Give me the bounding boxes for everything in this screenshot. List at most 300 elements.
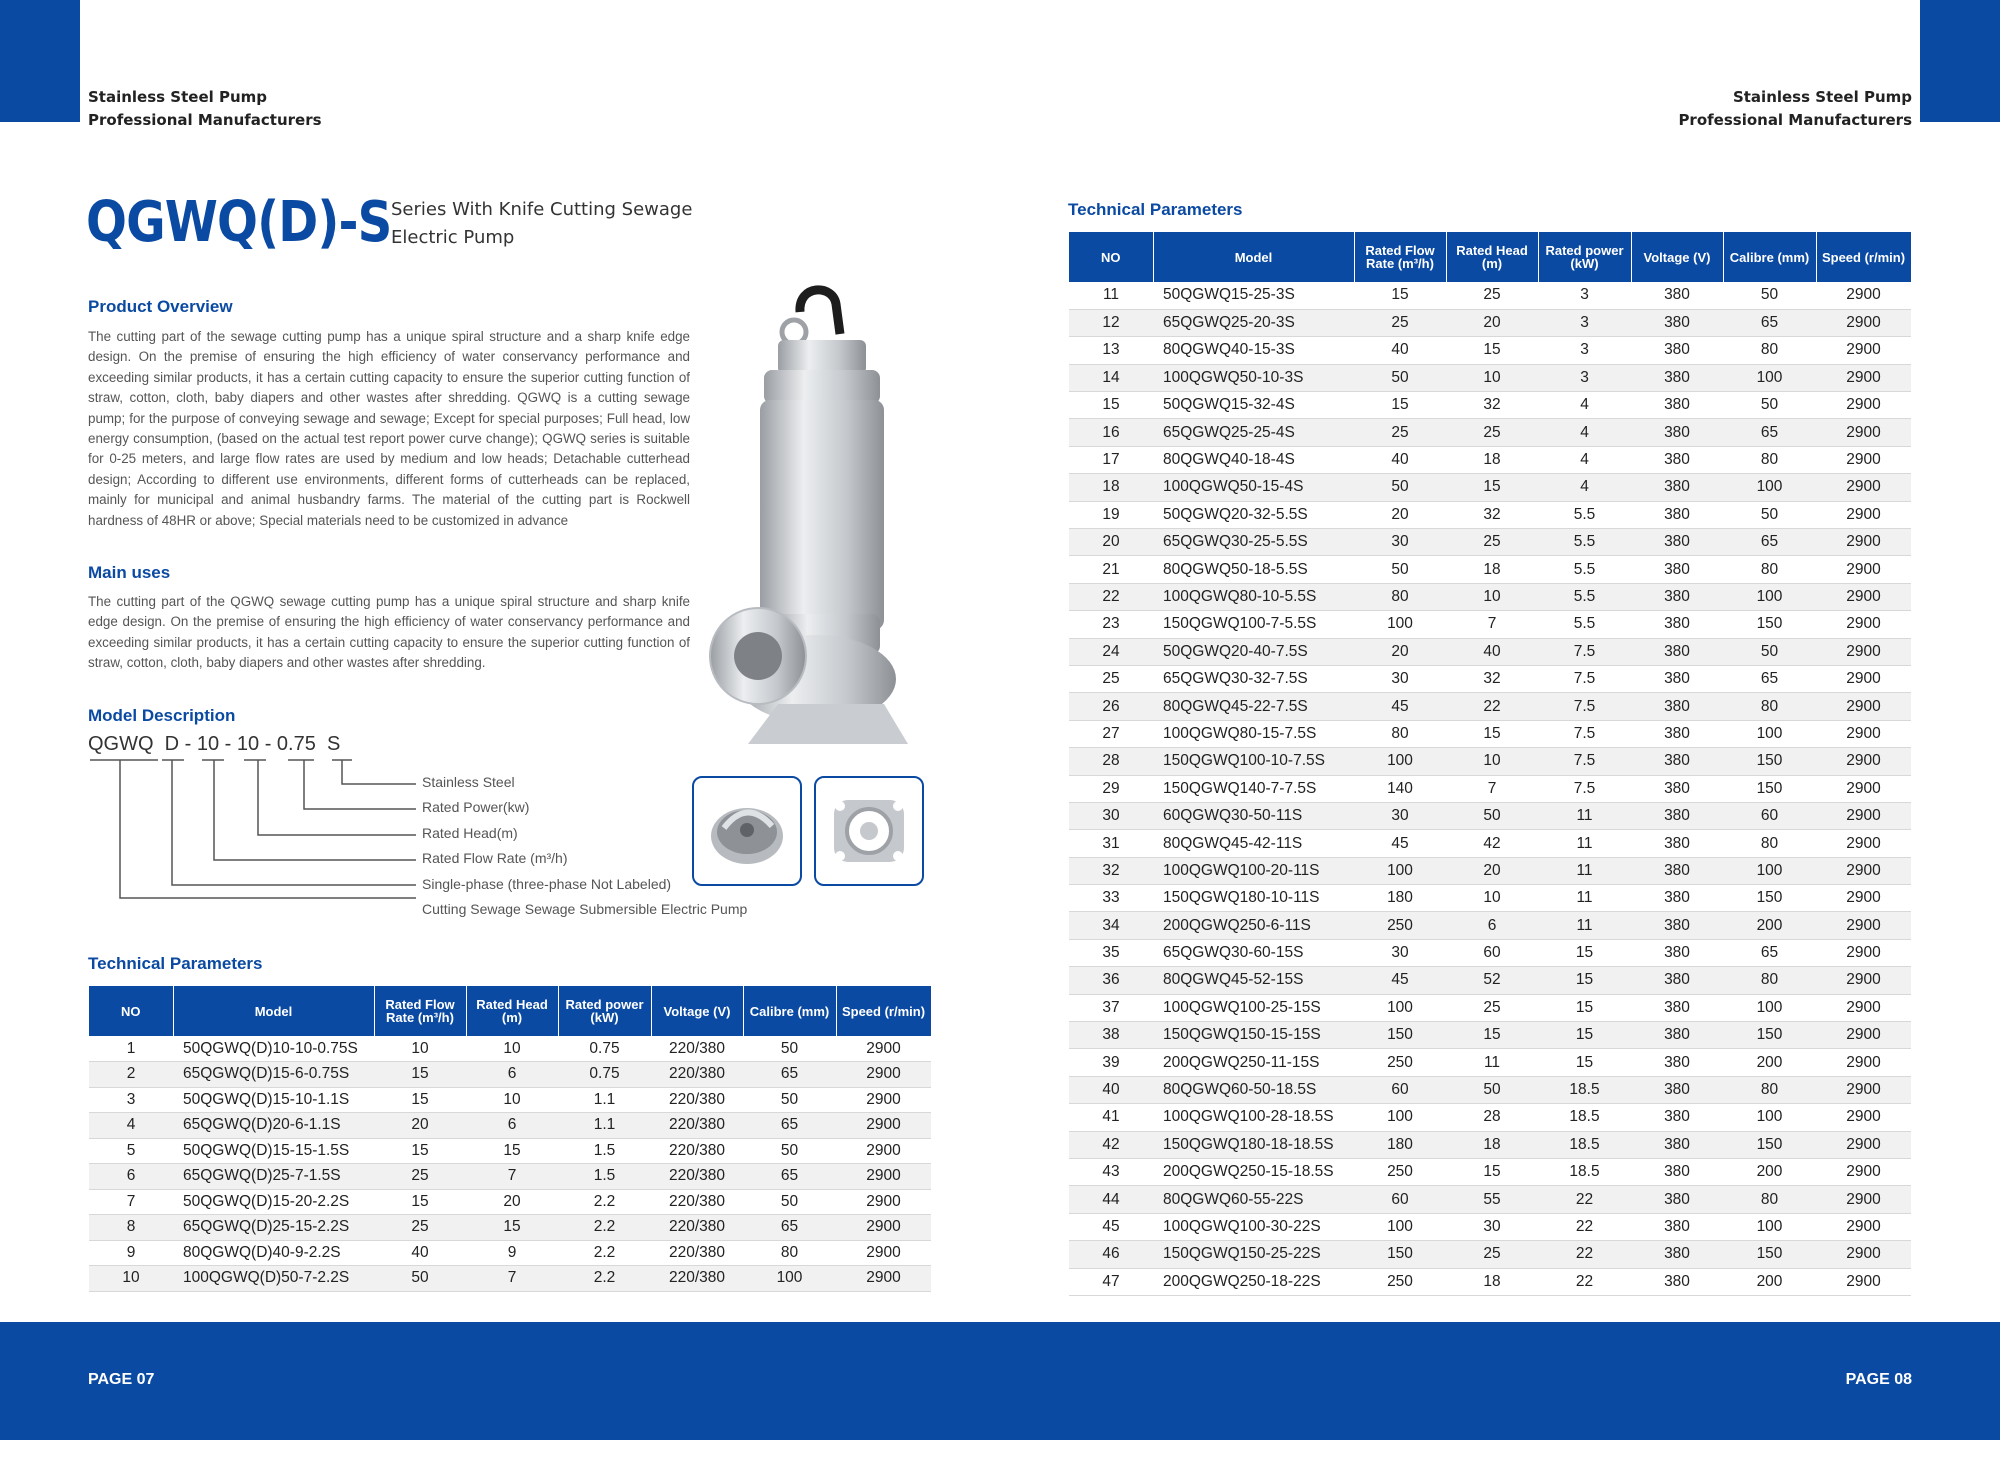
table-row xyxy=(89,1215,931,1241)
table-cell: 80 xyxy=(1723,693,1816,720)
table-cell: 380 xyxy=(1631,583,1723,610)
table-cell: 80QGWQ45-22-7.5S xyxy=(1153,693,1354,720)
table-cell: 32 xyxy=(1446,665,1538,692)
table-cell: 65 xyxy=(743,1164,836,1190)
table-cell: 100QGWQ100-25-15S xyxy=(1153,994,1354,1021)
col-header-flow: Rated Flow Rate (m³/h) xyxy=(374,986,466,1036)
table-cell: 15 xyxy=(374,1087,466,1113)
table-cell: 2900 xyxy=(1816,967,1911,994)
table-cell: 15 xyxy=(1446,1022,1538,1049)
table-cell: 39 xyxy=(1069,1049,1153,1076)
table-cell: 100 xyxy=(743,1266,836,1292)
table-cell: 50 xyxy=(374,1266,466,1292)
table-cell: 15 xyxy=(466,1215,558,1241)
technical-parameters-table-2 xyxy=(1069,232,1912,1296)
table-row xyxy=(1069,748,1911,775)
table-cell: 26 xyxy=(1069,693,1153,720)
table-cell: 150 xyxy=(1723,1131,1816,1158)
table-row xyxy=(1069,446,1911,473)
table-cell: 380 xyxy=(1631,611,1723,638)
table-cell: 0.75 xyxy=(558,1036,651,1062)
table-cell: 7 xyxy=(466,1266,558,1292)
table-cell: 10 xyxy=(466,1087,558,1113)
table-row xyxy=(89,1164,931,1190)
table-cell: 7 xyxy=(1446,611,1538,638)
table-cell: 3 xyxy=(89,1087,173,1113)
table-row xyxy=(1069,693,1911,720)
table-cell: 6 xyxy=(466,1113,558,1139)
table-cell: 45 xyxy=(1069,1213,1153,1240)
table-cell: 50 xyxy=(743,1138,836,1164)
table-cell: 45 xyxy=(1354,693,1446,720)
col-header-flow: Rated Flow Rate (m³/h) xyxy=(1354,232,1446,282)
table-cell: 100QGWQ(D)50-7-2.2S xyxy=(173,1266,374,1292)
brand-block-right xyxy=(1678,86,1912,132)
table-cell: 9 xyxy=(466,1240,558,1266)
table-cell: 10 xyxy=(1446,583,1538,610)
table-cell: 5.5 xyxy=(1538,583,1631,610)
table-row xyxy=(89,1036,931,1062)
table-cell: 2900 xyxy=(1816,1186,1911,1213)
table-cell: 220/380 xyxy=(651,1087,743,1113)
table-cell: 380 xyxy=(1631,720,1723,747)
table-cell: 15 xyxy=(1538,939,1631,966)
table-row xyxy=(89,1087,931,1113)
table-cell: 15 xyxy=(1538,1049,1631,1076)
table-cell: 220/380 xyxy=(651,1036,743,1062)
table-cell: 15 xyxy=(1069,392,1153,419)
table-cell: 200QGWQ250-18-22S xyxy=(1153,1268,1354,1295)
table-cell: 380 xyxy=(1631,693,1723,720)
table-cell: 45 xyxy=(1354,830,1446,857)
table-row xyxy=(1069,1213,1911,1240)
table-cell: 25 xyxy=(1069,665,1153,692)
col-header-speed: Speed (r/min) xyxy=(836,986,931,1036)
table-cell: 220/380 xyxy=(651,1215,743,1241)
table-cell: 30 xyxy=(1446,1213,1538,1240)
table-cell: 2900 xyxy=(1816,337,1911,364)
cutter-plate-icon xyxy=(816,778,922,884)
table-cell: 7.5 xyxy=(1538,693,1631,720)
table-cell: 15 xyxy=(1446,1159,1538,1186)
table-cell: 22 xyxy=(1069,583,1153,610)
table-cell: 380 xyxy=(1631,501,1723,528)
table-row xyxy=(1069,912,1911,939)
table-cell: 4 xyxy=(1538,419,1631,446)
table-cell: 220/380 xyxy=(651,1164,743,1190)
table-row xyxy=(1069,611,1911,638)
table-cell: 40 xyxy=(374,1240,466,1266)
table-cell: 100 xyxy=(1354,994,1446,1021)
cutter-plate-thumbnail xyxy=(814,776,924,886)
table-row xyxy=(1069,556,1911,583)
table-header-row xyxy=(89,986,931,1036)
table-row xyxy=(89,1240,931,1266)
table-cell: 1.1 xyxy=(558,1113,651,1139)
table-cell: 2900 xyxy=(1816,364,1911,391)
table-cell: 100 xyxy=(1723,364,1816,391)
table-cell: 17 xyxy=(1069,446,1153,473)
table-cell: 1 xyxy=(89,1036,173,1062)
table-cell: 380 xyxy=(1631,337,1723,364)
table-cell: 80 xyxy=(1723,1076,1816,1103)
col-header-model: Model xyxy=(1153,232,1354,282)
table-cell: 2900 xyxy=(1816,583,1911,610)
table-row xyxy=(1069,364,1911,391)
table-cell: 380 xyxy=(1631,939,1723,966)
table-cell: 80QGWQ60-50-18.5S xyxy=(1153,1076,1354,1103)
table-cell: 35 xyxy=(1069,939,1153,966)
table-cell: 3 xyxy=(1538,309,1631,336)
table-row xyxy=(1069,392,1911,419)
table-cell: 12 xyxy=(1069,309,1153,336)
table-cell: 380 xyxy=(1631,1104,1723,1131)
table-cell: 1.1 xyxy=(558,1087,651,1113)
table-cell: 16 xyxy=(1069,419,1153,446)
table-cell: 100QGWQ50-15-4S xyxy=(1153,474,1354,501)
table-cell: 50 xyxy=(743,1036,836,1062)
table-cell: 43 xyxy=(1069,1159,1153,1186)
table-cell: 80 xyxy=(1354,583,1446,610)
table-cell: 25 xyxy=(1446,1241,1538,1268)
table-cell: 11 xyxy=(1538,802,1631,829)
table-cell: 60QGWQ30-50-11S xyxy=(1153,802,1354,829)
table-cell: 2900 xyxy=(1816,665,1911,692)
table-cell: 2900 xyxy=(1816,1131,1911,1158)
table-cell: 32 xyxy=(1069,857,1153,884)
table-cell: 250 xyxy=(1354,1049,1446,1076)
table-cell: 10 xyxy=(1446,885,1538,912)
table-cell: 25 xyxy=(1446,529,1538,556)
table-cell: 2900 xyxy=(1816,282,1911,309)
page-number-left: PAGE 07 xyxy=(88,1371,155,1388)
table-cell: 380 xyxy=(1631,1186,1723,1213)
table-cell: 80QGWQ40-18-4S xyxy=(1153,446,1354,473)
table-cell: 42 xyxy=(1069,1131,1153,1158)
table-cell: 50QGWQ15-32-4S xyxy=(1153,392,1354,419)
table-cell: 100 xyxy=(1354,857,1446,884)
table-row xyxy=(1069,1131,1911,1158)
col-header-power: Rated power (kW) xyxy=(558,986,651,1036)
table-cell: 380 xyxy=(1631,529,1723,556)
table-cell: 50QGWQ(D)15-10-1.1S xyxy=(173,1087,374,1113)
table-cell: 18 xyxy=(1069,474,1153,501)
table-cell: 2.2 xyxy=(558,1240,651,1266)
product-subtitle xyxy=(391,196,711,252)
table-cell: 380 xyxy=(1631,364,1723,391)
table-cell: 100 xyxy=(1354,1213,1446,1240)
table-cell: 11 xyxy=(1538,857,1631,884)
table-cell: 150QGWQ180-18-18.5S xyxy=(1153,1131,1354,1158)
table-cell: 15 xyxy=(1538,1022,1631,1049)
legend-phase: Single-phase (three-phase Not Labeled) xyxy=(422,876,672,892)
table-cell: 100QGWQ100-20-11S xyxy=(1153,857,1354,884)
table-cell: 50 xyxy=(1723,638,1816,665)
table-cell: 22 xyxy=(1446,693,1538,720)
table-cell: 380 xyxy=(1631,1022,1723,1049)
table-cell: 2900 xyxy=(1816,885,1911,912)
table-cell: 100 xyxy=(1723,583,1816,610)
table-row xyxy=(1069,309,1911,336)
table-row xyxy=(1069,1104,1911,1131)
table-cell: 11 xyxy=(1538,885,1631,912)
table-cell: 2900 xyxy=(1816,693,1911,720)
table-cell: 100 xyxy=(1723,1213,1816,1240)
table-cell: 7.5 xyxy=(1538,665,1631,692)
table-row xyxy=(89,1113,931,1139)
table-cell: 65 xyxy=(743,1113,836,1139)
table-cell: 2900 xyxy=(1816,1241,1911,1268)
table-cell: 15 xyxy=(1354,392,1446,419)
table-cell: 2900 xyxy=(1816,830,1911,857)
table-cell: 10 xyxy=(89,1266,173,1292)
table-cell: 180 xyxy=(1354,1131,1446,1158)
table-cell: 2.2 xyxy=(558,1215,651,1241)
right-technical-parameters-heading: Technical Parameters xyxy=(1068,200,1243,219)
table-cell: 2.2 xyxy=(558,1266,651,1292)
table-row xyxy=(1069,775,1911,802)
table-cell: 60 xyxy=(1723,802,1816,829)
table-cell: 380 xyxy=(1631,830,1723,857)
table-cell: 18.5 xyxy=(1538,1104,1631,1131)
table-cell: 10 xyxy=(466,1036,558,1062)
table-cell: 28 xyxy=(1069,748,1153,775)
table-row xyxy=(1069,1076,1911,1103)
overview-text: The cutting part of the sewage cutting pump has a unique spiral structure and a sharp knife edge design. On the premise of ensuring the high efficiency of water conservancy performance and exceeding similar products, it has a certain cutting capacity to ensure the superior cutting function of straw, cotton, cloth, baby diapers and other wastes after shredding. QGWQ is a cutting sewage pump; for the purpose of conveying sewage and sewage; Except for special purposes; Full head, low energy consumption, (based on the actual test report power curve change); QGWQ series is suitable for 0-25 meters, and large flow rates are used by medium and low heads; Detachable cutterhead design; According to different use environments, different forms of cutterheads can be replaced, mainly for municipal and animal husbandry farms. The material of the cutting part is Rockwell hardness of 48HR or above; Special materials need to be customized in advance xyxy=(88,329,690,528)
table-cell: 4 xyxy=(1538,392,1631,419)
table-cell: 220/380 xyxy=(651,1062,743,1088)
subtitle-line2: Electric Pump xyxy=(391,227,515,248)
table-cell: 33 xyxy=(1069,885,1153,912)
table-cell: 60 xyxy=(1354,1186,1446,1213)
table-cell: 25 xyxy=(1446,282,1538,309)
table-row xyxy=(1069,583,1911,610)
table-cell: 2900 xyxy=(836,1087,931,1113)
table-row xyxy=(89,1189,931,1215)
table-cell: 150 xyxy=(1354,1241,1446,1268)
table-cell: 2.2 xyxy=(558,1189,651,1215)
table-cell: 150 xyxy=(1723,1241,1816,1268)
table-cell: 80 xyxy=(1723,1186,1816,1213)
table-cell: 20 xyxy=(374,1113,466,1139)
table-cell: 25 xyxy=(374,1164,466,1190)
table-cell: 380 xyxy=(1631,1076,1723,1103)
table-cell: 100QGWQ100-30-22S xyxy=(1153,1213,1354,1240)
table-cell: 2900 xyxy=(1816,529,1911,556)
table-cell: 150QGWQ140-7-7.5S xyxy=(1153,775,1354,802)
table-cell: 2900 xyxy=(836,1215,931,1241)
table-cell: 7.5 xyxy=(1538,748,1631,775)
impeller-icon xyxy=(694,778,800,884)
table-cell: 380 xyxy=(1631,912,1723,939)
table-row xyxy=(1069,830,1911,857)
brand-block-left xyxy=(88,86,322,132)
col-header-voltage: Voltage (V) xyxy=(1631,232,1723,282)
table-cell: 2900 xyxy=(836,1164,931,1190)
col-header-no: NO xyxy=(1069,232,1153,282)
table-cell: 50QGWQ15-25-3S xyxy=(1153,282,1354,309)
table-cell: 380 xyxy=(1631,419,1723,446)
col-header-head: Rated Head (m) xyxy=(466,986,558,1036)
table-cell: 21 xyxy=(1069,556,1153,583)
model-description-heading: Model Description xyxy=(88,706,236,725)
model-code: QGWQ D - 10 - 10 - 0.75 S xyxy=(88,733,341,755)
table-cell: 220/380 xyxy=(651,1138,743,1164)
table-cell: 2900 xyxy=(1816,1268,1911,1295)
table-cell: 20 xyxy=(1446,857,1538,884)
table-cell: 23 xyxy=(1069,611,1153,638)
table-cell: 220/380 xyxy=(651,1189,743,1215)
table-cell: 41 xyxy=(1069,1104,1153,1131)
table-cell: 380 xyxy=(1631,446,1723,473)
table-cell: 380 xyxy=(1631,1213,1723,1240)
table-cell: 80 xyxy=(1723,830,1816,857)
table-cell: 2900 xyxy=(1816,748,1911,775)
table-cell: 150QGWQ180-10-11S xyxy=(1153,885,1354,912)
main-uses-text: The cutting part of the QGWQ sewage cutting pump has a unique spiral structure and sharp knife edge design. On the premise of ensuring the high efficiency of water conservancy performance and exceeding similar products, it has a certain cutting capacity to ensure the superior cutting function of straw, cotton, cloth, baby diapers and other wastes after shredding. xyxy=(88,594,690,671)
table-cell: 380 xyxy=(1631,392,1723,419)
table-cell: 25 xyxy=(1446,994,1538,1021)
table-cell: 22 xyxy=(1538,1268,1631,1295)
table-cell: 2900 xyxy=(1816,419,1911,446)
brand-line2: Professional Manufacturers xyxy=(1678,111,1912,129)
table-cell: 2900 xyxy=(836,1113,931,1139)
table-cell: 80 xyxy=(1723,556,1816,583)
table-cell: 15 xyxy=(1538,967,1631,994)
table-cell: 220/380 xyxy=(651,1113,743,1139)
table-cell: 5.5 xyxy=(1538,529,1631,556)
table-cell: 22 xyxy=(1538,1213,1631,1240)
table-cell: 40 xyxy=(1354,446,1446,473)
table-cell: 250 xyxy=(1354,1159,1446,1186)
table-cell: 50 xyxy=(1354,556,1446,583)
table-cell: 150QGWQ100-7-5.5S xyxy=(1153,611,1354,638)
brand-line1: Stainless Steel Pump xyxy=(1732,88,1912,106)
table-cell: 10 xyxy=(1446,748,1538,775)
legend-rated-flow: Rated Flow Rate (m³/h) xyxy=(422,850,568,866)
main-uses-heading: Main uses xyxy=(88,563,171,582)
col-header-no: NO xyxy=(89,986,173,1036)
table-cell: 40 xyxy=(1446,638,1538,665)
table-cell: 6 xyxy=(89,1164,173,1190)
table-cell: 32 xyxy=(1446,392,1538,419)
table-cell: 45 xyxy=(1354,967,1446,994)
table-cell: 80QGWQ40-15-3S xyxy=(1153,337,1354,364)
table-cell: 150 xyxy=(1723,611,1816,638)
table-cell: 11 xyxy=(1538,830,1631,857)
table-cell: 380 xyxy=(1631,638,1723,665)
table-cell: 80QGWQ45-42-11S xyxy=(1153,830,1354,857)
table-cell: 25 xyxy=(374,1215,466,1241)
table-cell: 65QGWQ25-20-3S xyxy=(1153,309,1354,336)
table-cell: 60 xyxy=(1446,939,1538,966)
table-cell: 100 xyxy=(1723,994,1816,1021)
legend-stainless-steel: Stainless Steel xyxy=(422,774,515,790)
table-cell: 50 xyxy=(1723,501,1816,528)
table-cell: 40 xyxy=(1354,337,1446,364)
table-cell: 14 xyxy=(1069,364,1153,391)
table-cell: 7.5 xyxy=(1538,775,1631,802)
table-cell: 2900 xyxy=(836,1138,931,1164)
table-cell: 80QGWQ50-18-5.5S xyxy=(1153,556,1354,583)
table-cell: 200QGWQ250-15-18.5S xyxy=(1153,1159,1354,1186)
table-cell: 100 xyxy=(1723,474,1816,501)
table-cell: 380 xyxy=(1631,1241,1723,1268)
table-cell: 65 xyxy=(1723,665,1816,692)
table-cell: 80 xyxy=(1723,337,1816,364)
table-cell: 3 xyxy=(1538,337,1631,364)
table-row xyxy=(1069,1022,1911,1049)
table-cell: 10 xyxy=(374,1036,466,1062)
table-cell: 65QGWQ30-60-15S xyxy=(1153,939,1354,966)
table-cell: 46 xyxy=(1069,1241,1153,1268)
pump-image xyxy=(708,284,920,750)
table-row xyxy=(1069,1186,1911,1213)
table-row xyxy=(1069,501,1911,528)
table-cell: 380 xyxy=(1631,967,1723,994)
table-cell: 50QGWQ(D)15-15-1.5S xyxy=(173,1138,374,1164)
table-cell: 24 xyxy=(1069,638,1153,665)
col-header-power: Rated power (kW) xyxy=(1538,232,1631,282)
table-row xyxy=(1069,720,1911,747)
table-cell: 100 xyxy=(1723,720,1816,747)
table-cell: 15 xyxy=(1538,994,1631,1021)
legend-pump-type: Cutting Sewage Sewage Submersible Electric Pump xyxy=(422,901,748,917)
table-cell: 2900 xyxy=(1816,720,1911,747)
table-cell: 4 xyxy=(89,1113,173,1139)
table-row xyxy=(1069,967,1911,994)
table-cell: 100QGWQ80-15-7.5S xyxy=(1153,720,1354,747)
table-cell: 100QGWQ100-28-18.5S xyxy=(1153,1104,1354,1131)
table-cell: 15 xyxy=(374,1138,466,1164)
table-cell: 19 xyxy=(1069,501,1153,528)
table-cell: 11 xyxy=(1446,1049,1538,1076)
table-cell: 380 xyxy=(1631,994,1723,1021)
table-cell: 30 xyxy=(1069,802,1153,829)
table-cell: 380 xyxy=(1631,665,1723,692)
table-cell: 5.5 xyxy=(1538,611,1631,638)
table-cell: 150 xyxy=(1723,885,1816,912)
table-cell: 380 xyxy=(1631,1159,1723,1186)
table-cell: 38 xyxy=(1069,1022,1153,1049)
table-cell: 15 xyxy=(1446,337,1538,364)
table-row xyxy=(1069,474,1911,501)
table-cell: 2900 xyxy=(1816,501,1911,528)
table-cell: 15 xyxy=(374,1189,466,1215)
table-row xyxy=(1069,337,1911,364)
table-cell: 2900 xyxy=(836,1062,931,1088)
table-cell: 65QGWQ(D)25-7-1.5S xyxy=(173,1164,374,1190)
table-row xyxy=(1069,1159,1911,1186)
left-technical-parameters-heading: Technical Parameters xyxy=(88,954,263,973)
table-cell: 2900 xyxy=(1816,939,1911,966)
table-cell: 2 xyxy=(89,1062,173,1088)
table-cell: 30 xyxy=(1354,529,1446,556)
table-cell: 50QGWQ(D)15-20-2.2S xyxy=(173,1189,374,1215)
table-cell: 2900 xyxy=(1816,556,1911,583)
table-cell: 8 xyxy=(89,1215,173,1241)
table-cell: 80 xyxy=(1354,720,1446,747)
table-cell: 3 xyxy=(1538,364,1631,391)
table-cell: 20 xyxy=(1354,638,1446,665)
table-cell: 2900 xyxy=(1816,1049,1911,1076)
table-cell: 65QGWQ30-32-7.5S xyxy=(1153,665,1354,692)
table-cell: 380 xyxy=(1631,474,1723,501)
table-cell: 36 xyxy=(1069,967,1153,994)
table-cell: 100 xyxy=(1723,1104,1816,1131)
table-cell: 150 xyxy=(1354,1022,1446,1049)
table-cell: 4 xyxy=(1538,446,1631,473)
